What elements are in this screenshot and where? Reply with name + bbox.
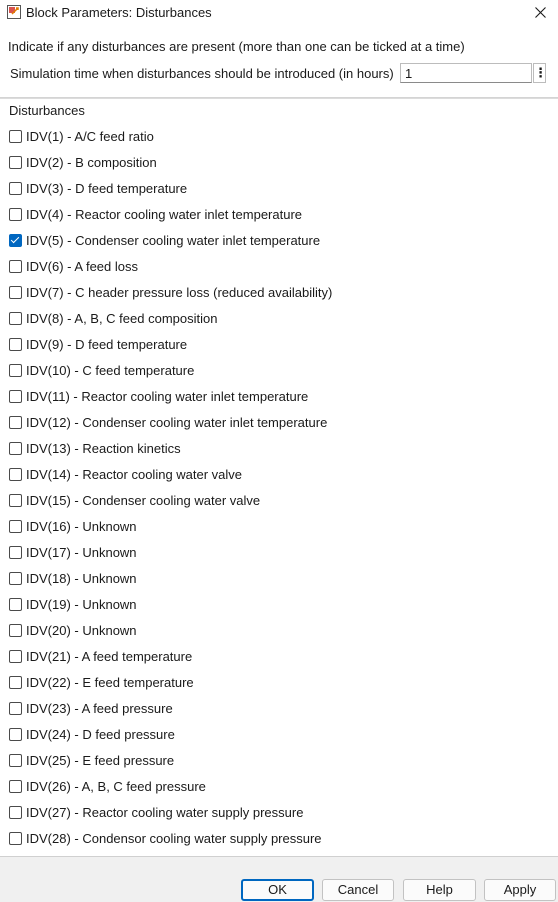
disturbance-checkbox[interactable] bbox=[9, 754, 22, 767]
simulation-time-input[interactable] bbox=[400, 63, 532, 83]
disturbance-checkbox[interactable] bbox=[9, 468, 22, 481]
disturbance-label: IDV(3) - D feed temperature bbox=[26, 181, 188, 196]
window-title: Block Parameters: Disturbances bbox=[26, 5, 212, 20]
disturbance-checkbox[interactable] bbox=[9, 728, 22, 741]
disturbance-checkbox-row[interactable] bbox=[0, 285, 558, 311]
disturbance-label: IDV(28) - Condensor cooling water supply pressure bbox=[26, 831, 322, 846]
disturbance-checkbox-row[interactable] bbox=[0, 311, 558, 337]
disturbances-group bbox=[0, 98, 558, 857]
disturbance-checkbox-row[interactable] bbox=[0, 519, 558, 545]
disturbance-checkbox[interactable] bbox=[9, 130, 22, 143]
disturbance-checkbox[interactable] bbox=[9, 494, 22, 507]
disturbance-checkbox[interactable] bbox=[9, 650, 22, 663]
disturbance-checkbox[interactable] bbox=[9, 702, 22, 715]
disturbance-label: IDV(23) - A feed pressure bbox=[26, 701, 173, 716]
disturbance-label: IDV(2) - B composition bbox=[26, 155, 157, 170]
disturbance-checkbox-row[interactable] bbox=[0, 597, 558, 623]
disturbance-checkbox-row[interactable] bbox=[0, 493, 558, 519]
disturbance-checkbox[interactable] bbox=[9, 546, 22, 559]
disturbance-label: IDV(16) - Unknown bbox=[26, 519, 137, 534]
disturbance-label: IDV(6) - A feed loss bbox=[26, 259, 138, 274]
disturbance-label: IDV(9) - D feed temperature bbox=[26, 337, 188, 352]
disturbance-checkbox-row[interactable] bbox=[0, 467, 558, 493]
disturbance-label: IDV(4) - Reactor cooling water inlet temperature bbox=[26, 207, 303, 222]
disturbance-checkbox-row[interactable] bbox=[0, 675, 558, 701]
disturbance-label: IDV(13) - Reaction kinetics bbox=[26, 441, 181, 456]
disturbance-label: IDV(20) - Unknown bbox=[26, 623, 137, 638]
disturbance-checkbox-row[interactable] bbox=[0, 259, 558, 285]
disturbance-label: IDV(1) - A/C feed ratio bbox=[26, 129, 154, 144]
disturbance-label: IDV(22) - E feed temperature bbox=[26, 675, 194, 690]
disturbance-checkbox[interactable] bbox=[9, 780, 22, 793]
simulation-time-label: Simulation time when disturbances should be introduced (in hours) bbox=[10, 66, 394, 81]
disturbance-checkbox-row[interactable] bbox=[0, 337, 558, 363]
disturbance-checkbox-row[interactable] bbox=[0, 571, 558, 597]
disturbance-label: IDV(17) - Unknown bbox=[26, 545, 137, 560]
disturbance-label: IDV(5) - Condenser cooling water inlet temperature bbox=[26, 233, 321, 248]
description-text: Indicate if any disturbances are present (more than one can be ticked at a time) bbox=[8, 39, 465, 54]
disturbance-checkbox[interactable] bbox=[9, 182, 22, 195]
cancel-button[interactable]: Cancel bbox=[322, 879, 394, 901]
disturbance-checkbox-row[interactable] bbox=[0, 831, 558, 857]
simulink-block-icon bbox=[7, 5, 21, 19]
disturbance-checkbox[interactable] bbox=[9, 832, 22, 845]
disturbance-checkbox-row[interactable] bbox=[0, 129, 558, 155]
disturbance-label: IDV(7) - C header pressure loss (reduced availability) bbox=[26, 285, 333, 300]
disturbance-label: IDV(15) - Condenser cooling water valve bbox=[26, 493, 261, 508]
disturbance-checkbox[interactable] bbox=[9, 390, 22, 403]
disturbance-checkbox-row[interactable] bbox=[0, 233, 558, 259]
disturbance-label: IDV(18) - Unknown bbox=[26, 571, 137, 586]
disturbance-checkbox-row[interactable] bbox=[0, 779, 558, 805]
disturbance-checkbox[interactable] bbox=[9, 156, 22, 169]
disturbance-label: IDV(11) - Reactor cooling water inlet temperature bbox=[26, 389, 309, 404]
disturbance-checkbox-row[interactable] bbox=[0, 181, 558, 207]
disturbance-checkbox-row[interactable] bbox=[0, 155, 558, 181]
apply-button[interactable]: Apply bbox=[484, 879, 556, 901]
disturbances-group-title: Disturbances bbox=[9, 103, 85, 118]
disturbance-checkbox-row[interactable] bbox=[0, 701, 558, 727]
disturbance-checkbox[interactable] bbox=[9, 234, 22, 247]
disturbance-label: IDV(12) - Condenser cooling water inlet temperature bbox=[26, 415, 328, 430]
disturbance-checkbox-row[interactable] bbox=[0, 363, 558, 389]
disturbance-label: IDV(25) - E feed pressure bbox=[26, 753, 175, 768]
disturbance-checkbox[interactable] bbox=[9, 676, 22, 689]
disturbance-checkbox-row[interactable] bbox=[0, 415, 558, 441]
disturbance-checkbox[interactable] bbox=[9, 520, 22, 533]
disturbance-checkbox[interactable] bbox=[9, 572, 22, 585]
parameters-description-panel bbox=[0, 26, 558, 98]
disturbance-label: IDV(24) - D feed pressure bbox=[26, 727, 175, 742]
disturbance-label: IDV(10) - C feed temperature bbox=[26, 363, 195, 378]
disturbance-checkbox-row[interactable] bbox=[0, 649, 558, 675]
help-button[interactable]: Help bbox=[403, 879, 476, 901]
close-button[interactable] bbox=[524, 0, 558, 26]
disturbance-checkbox[interactable] bbox=[9, 416, 22, 429]
disturbance-checkbox[interactable] bbox=[9, 312, 22, 325]
disturbance-checkbox[interactable] bbox=[9, 442, 22, 455]
disturbance-label: IDV(27) - Reactor cooling water supply pressure bbox=[26, 805, 304, 820]
disturbance-checkbox-row[interactable] bbox=[0, 623, 558, 649]
disturbance-checkbox[interactable] bbox=[9, 624, 22, 637]
disturbance-label: IDV(26) - A, B, C feed pressure bbox=[26, 779, 206, 794]
title-bar bbox=[0, 0, 558, 26]
disturbance-checkbox[interactable] bbox=[9, 338, 22, 351]
disturbance-label: IDV(19) - Unknown bbox=[26, 597, 137, 612]
disturbance-label: IDV(21) - A feed temperature bbox=[26, 649, 193, 664]
disturbance-checkbox[interactable] bbox=[9, 364, 22, 377]
more-options-button[interactable]: ⋮ bbox=[533, 63, 546, 83]
disturbance-checkbox[interactable] bbox=[9, 598, 22, 611]
disturbance-checkbox-row[interactable] bbox=[0, 753, 558, 779]
disturbance-checkbox[interactable] bbox=[9, 260, 22, 273]
ok-button[interactable]: OK bbox=[241, 879, 314, 901]
disturbance-checkbox-row[interactable] bbox=[0, 545, 558, 571]
close-icon bbox=[535, 7, 546, 18]
disturbance-checkbox[interactable] bbox=[9, 806, 22, 819]
disturbance-checkbox-row[interactable] bbox=[0, 441, 558, 467]
disturbance-checkbox-row[interactable] bbox=[0, 805, 558, 831]
disturbance-checkbox-row[interactable] bbox=[0, 207, 558, 233]
disturbance-checkbox[interactable] bbox=[9, 208, 22, 221]
disturbance-checkbox-list bbox=[0, 129, 558, 857]
disturbance-checkbox-row[interactable] bbox=[0, 727, 558, 753]
disturbance-checkbox-row[interactable] bbox=[0, 389, 558, 415]
disturbance-label: IDV(8) - A, B, C feed composition bbox=[26, 311, 218, 326]
disturbance-checkbox[interactable] bbox=[9, 286, 22, 299]
disturbance-label: IDV(14) - Reactor cooling water valve bbox=[26, 467, 243, 482]
